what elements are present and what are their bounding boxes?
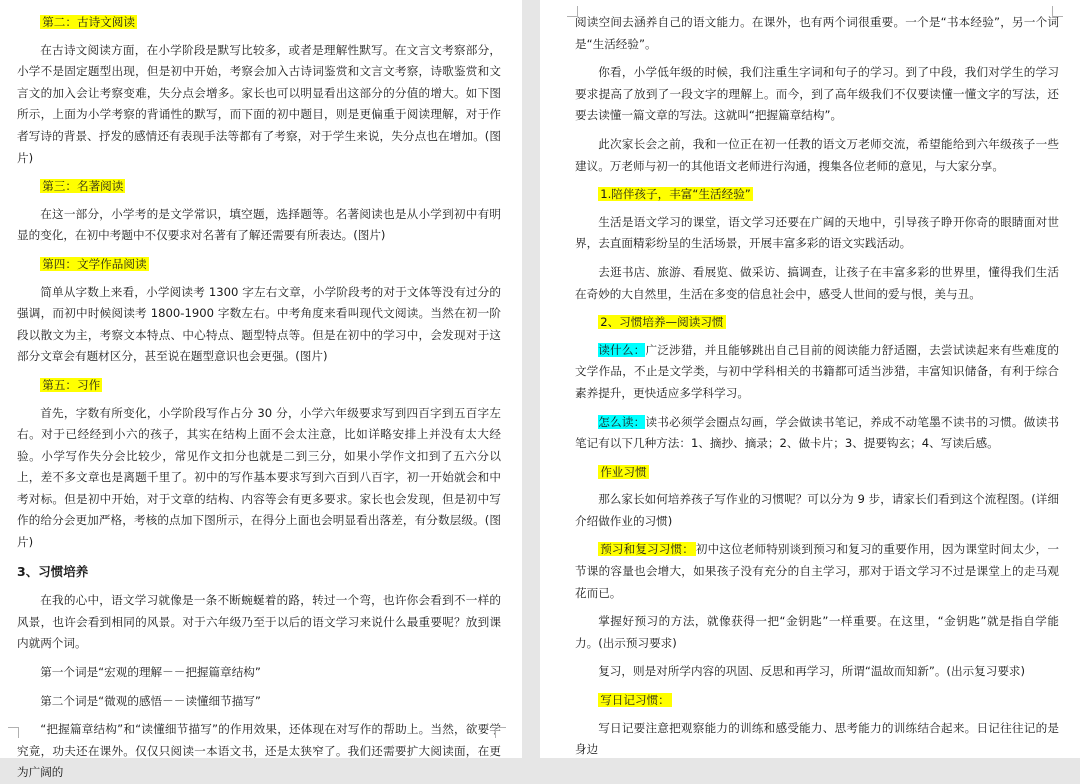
heading-diary: 写日记习惯：: [600, 693, 670, 708]
label-what-to-read: 读什么：: [598, 342, 646, 357]
label-preview-review: 预习和复习习惯：: [600, 542, 694, 557]
paragraph-companion-1: 生活是语文学习的课堂，语文学习还要在广阔的天地中，引导孩子睁开你奇的眼睛面对世界，去直面精彩纷呈的生活场景，开展丰富多彩的语文实践活动。: [575, 214, 1059, 251]
paragraph-classics: 在这一部分，小学考的是文学常识，填空题，选择题等。名著阅读也是从小学到初中有明显的变化，在初中考题中不仅要求对名著有了解还需要有所表达。(图片): [17, 206, 501, 243]
crop-mark: [495, 727, 506, 738]
heading-ancient-prose: 第二：古诗文阅读: [42, 15, 135, 29]
paragraph-how-to-read: 怎么读：读书必须学会圈点勾画，学会做读书笔记，养成不动笔墨不读书的习惯。做读书笔记有以下几种方法：1、摘抄、摘录；2、做卡片；3、提要钩玄；4、写读后感。: [575, 414, 1059, 451]
paragraph-review: 复习，则是对所学内容的巩固、反思和再学习，所谓“温故而知新”。(出示复习要求): [598, 664, 1026, 679]
paragraph-preview-review: 预习和复习习惯： 初中这位老师特别谈到预习和复习的重要作用，因为课堂时间太少，一节课的容量也会增大，如果孩子没有充分的自主学习，那对于语文学习不过是课堂上的走马观花而已。: [575, 542, 1059, 600]
label-how-to-read: 怎么读：: [598, 414, 646, 429]
heading-literary: 第四：文学作品阅读: [42, 256, 147, 271]
paragraph-literary: 简单从字数上来看，小学阅读考 1300 字左右文章，小学阶段考的对于文体等没有过分的强调，而初中时候阅读考 1800-1900 字数左右。中考角度来看叫现代文阅读。当然在初一阶段以散文为主，考察文本特点、中心特点、题型特点等。但是在初中的学习中，会发现对于这部分文章会有题材区分，甚至说在题型意识也会更强。(图片): [17, 284, 501, 364]
paragraph-continuation: 阅读空间去涵养自己的语文能力。在课外，也有两个词很重要。一个是“书本经验”，另一个词是“生活经验”。: [575, 15, 1059, 51]
crop-mark: [8, 727, 19, 738]
paragraph-habit-intro: 在我的心中，语文学习就像是一条不断蜿蜒着的路，转过一个弯，也许你会看到不一样的风景，也许会看到相同的风景。对于六年级乃至于以后的语文学习来说什么最重要呢？放到课内就两个词。: [17, 593, 501, 651]
paragraph-word-two: 第二个词是“微观的感悟－－读懂细节描写”: [40, 693, 261, 708]
heading-classics: 第三：名著阅读: [42, 179, 124, 194]
paragraph-ancient-prose: 在古诗文阅读方面，在小学阶段是默写比较多，或者是理解性默写。在文言文考察部分，小学不是固定题型出现，但是初中开始，考察会加入古诗词鉴赏和文言文考察，诗歌鉴赏和文言文的加入会让考察变难，失分点会增多。家长也可以明显看出这部分的分值的增大。如下图所示，上面为小学考察的背诵性的默写，而下面的初中题目，则是更偏重于阅读理解，对于作者写诗的背景、抒发的感情还有表现手法等都有了考察，对于学生来说，失分点也在增加。(图片): [17, 42, 501, 165]
document-page-right: [540, 0, 1080, 758]
crop-mark: [567, 6, 578, 17]
paragraph-what-to-read: 读什么：广泛涉猎，并且能够跳出自己目前的阅读能力舒适圈，去尝试读起来有些难度的文学作品，不止是文学类，与初中学科相关的书籍都可适当涉猎，丰富知识储备，有利于综合素养提升，更快适应多学科学习。: [575, 342, 1059, 400]
heading-reading-habit: 2、习惯培养—阅读习惯: [600, 315, 724, 330]
paragraph-writing: 首先，字数有所变化，小学阶段写作占分 30 分，小学六年级要求写到四百字到五百字左右。对于已经经到小六的孩子，其实在结构上面不会太注意，比如详略安排上并没有太大经验。小学写作失分会比较少，常见作文扣分也就是二到三分，如果小学作文扣到了五六分以上，差不多文章也是离题千里了。初中的写作基本要求写到六百到八百字，初一开始就会和中考对标。但是初中开始，对于文章的结构、内容等会有更多要求。家长也会发现，但是初中写作的给分会更加严格，考核的点加下图所示，在得分上面也会明显看出落差，有分数层级。(图片): [17, 405, 501, 550]
paragraph-grades: 你看，小学低年级的时候，我们注重生字词和句子的学习。到了中段，我们对学生的学习要求提高了放到了一段文字的理解上。而今，到了高年级我们不仅要读懂一懂文字的写法，还要去读懂一篇文章的写法。这就叫“把握篇章结构”。: [575, 65, 1059, 123]
document-page-left: [0, 0, 522, 780]
paragraph-word-one: 第一个词是“宏观的理解－－把握篇章结构”: [40, 665, 261, 680]
page-right-body: [575, 12, 1059, 761]
crop-mark: [1052, 6, 1063, 17]
paragraph-habit-effect: “把握篇章结构”和“读懂细节描写”的作用效果，还体现在对写作的帮助上。当然，欲要学究竟，功夫还在课外。仅仅只阅读一本语文书，还是太狭窄了。我们还需要扩大阅读面，在更为广阔的: [17, 722, 501, 780]
paragraph-meeting: 此次家长会之前，我和一位正在初一任教的语文万老师交流，希望能给到六年级孩子一些建议。万老师与初一的其他语文老师进行沟通，搜集各位老师的意见，与大家分享。: [575, 136, 1059, 173]
heading-writing: 第五：习作: [42, 377, 101, 392]
paragraph-homework: 那么家长如何培养孩子写作业的习惯呢？可以分为 9 步，请家长们看到这个流程图。(详细介绍做作业的习惯): [575, 492, 1059, 528]
heading-companion: 1.陪伴孩子，丰富“生活经验”: [600, 187, 751, 202]
paragraph-golden-key: 掌握好预习的方法，就像获得一把“金钥匙”一样重要。在这里，“金钥匙”就是指自学能力。(出示预习要求): [575, 614, 1059, 650]
paragraph-companion-2: 去逛书店、旅游、看展览、做采访、搞调查，让孩子在丰富多彩的世界里，懂得我们生活在奇妙的大自然里，生活在多变的信息社会中，感受人世间的爱与恨，美与丑。: [575, 264, 1059, 301]
section-title-habit: 3、习惯培养: [17, 563, 89, 579]
page-left-body: [17, 12, 501, 784]
paragraph-diary: 写日记要注意把观察能力的训练和感受能力、思考能力的训练结合起来。日记往往记的是身边: [575, 720, 1059, 757]
page-gap: [522, 0, 540, 758]
heading-homework: 作业习惯: [600, 464, 647, 479]
